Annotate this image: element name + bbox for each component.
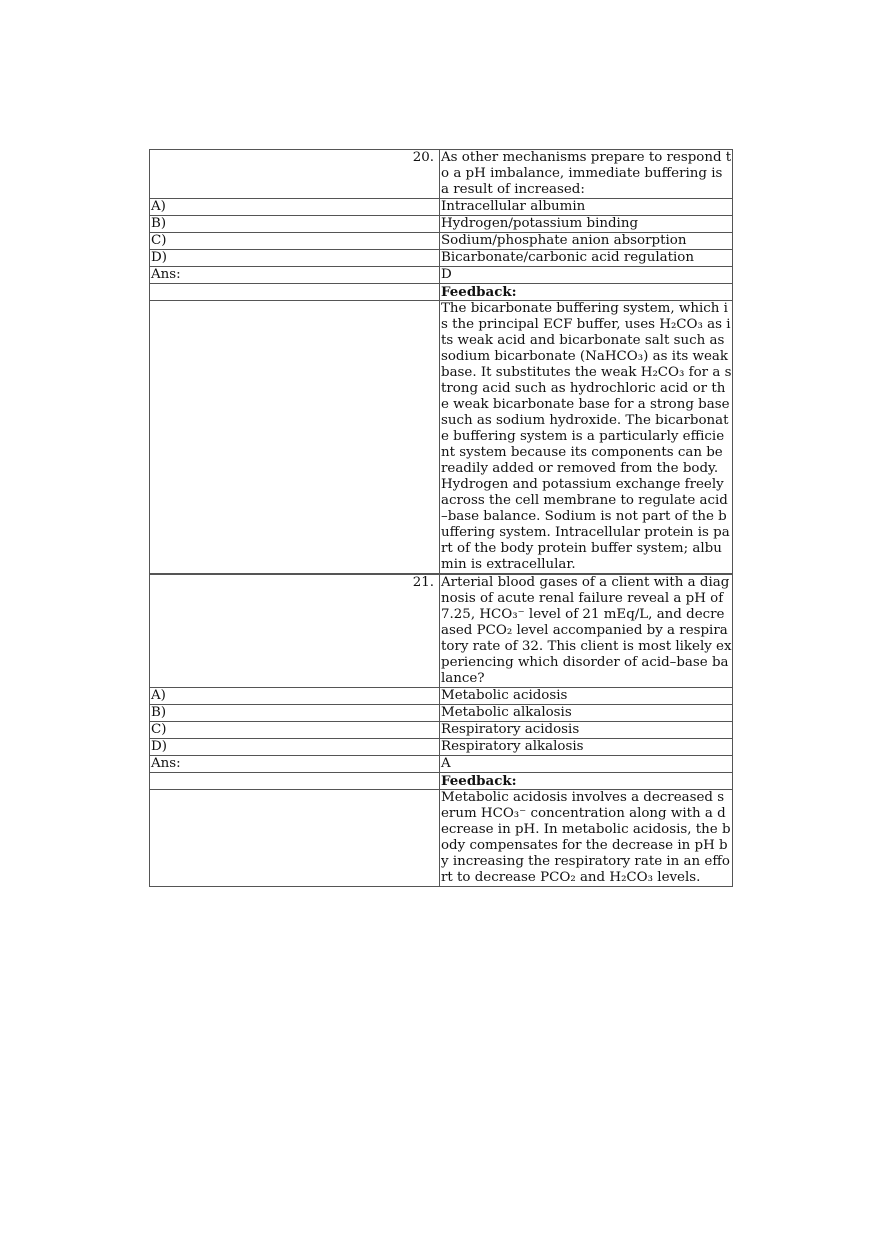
question-stem: Arterial blood gases of a client with a diagnosis of acute renal failure reveal a pH of 7.25, HCO₃⁻ level of 21 mEq/L, and decreased PCO₂ level accompanied by a respiratory rate of 32. This client is most likely experiencing which disorder of acid–base balance? (441, 575, 732, 686)
question-20-table (149, 149, 733, 574)
option-letter: C) (150, 233, 440, 250)
answer-value: A (440, 756, 733, 773)
option-row (150, 250, 733, 267)
feedback-text: The bicarbonate buffering system, which is the principal ECF buffer, uses H₂CO₃ as its weak acid and bicarbonate salt such as sodium bicarbonate (NaHCO₃) as its weak base. It substitutes the weak H₂CO₃ for a strong acid such as hydrochloric acid or the weak bicarbonate base for a strong base such as sodium hydroxide. The bicarbonate buffering system is a particularly efficient system because its components can be readily added or removed from the body. Hydrogen and potassium exchange freely across the cell membrane to regulate acid–base balance. Sodium is not part of the buffering system. Intracellular protein is part of the body protein buffer system; albumin is extracellular. (441, 301, 732, 572)
question-21-table (149, 574, 733, 887)
option-text: Respiratory alkalosis (440, 739, 733, 756)
empty-cell (150, 284, 440, 301)
answer-row (150, 756, 733, 773)
answer-label: Ans: (150, 267, 440, 284)
option-row (150, 199, 733, 216)
option-text: Sodium/phosphate anion absorption (440, 233, 733, 250)
option-text: Respiratory acidosis (440, 722, 733, 739)
option-letter: D) (150, 250, 440, 267)
feedback-text: Metabolic acidosis involves a decreased serum HCO₃⁻ concentration along with a decrease in pH. In metabolic acidosis, the body compensates for the decrease in pH by increasing the respiratory rate in an effort to decrease PCO₂ and H₂CO₃ levels. (441, 790, 731, 885)
option-row (150, 739, 733, 756)
option-row (150, 705, 733, 722)
answer-value: D (440, 267, 733, 284)
feedback-header-row (150, 773, 733, 790)
option-text: Metabolic acidosis (440, 688, 733, 705)
answer-label: Ans: (150, 756, 440, 773)
question-row (150, 150, 733, 199)
option-row (150, 688, 733, 705)
option-letter: A) (150, 688, 440, 705)
option-letter: A) (150, 199, 440, 216)
question-stem: As other mechanisms prepare to respond to a pH imbalance, immediate buffering is a result of increased: (441, 150, 732, 197)
option-letter: C) (150, 722, 440, 739)
option-text: Bicarbonate/carbonic acid regulation (440, 250, 733, 267)
empty-cell (150, 773, 440, 790)
feedback-row (150, 790, 733, 887)
question-number: 21. (150, 575, 440, 688)
question-row (150, 575, 733, 688)
option-letter: B) (150, 705, 440, 722)
feedback-label: Feedback: (440, 284, 733, 301)
feedback-header-row (150, 284, 733, 301)
answer-row (150, 267, 733, 284)
option-letter: D) (150, 739, 440, 756)
option-row (150, 216, 733, 233)
option-text: Hydrogen/potassium binding (440, 216, 733, 233)
empty-cell (150, 790, 440, 887)
feedback-label: Feedback: (440, 773, 733, 790)
option-text: Intracellular albumin (440, 199, 733, 216)
option-row (150, 722, 733, 739)
option-row (150, 233, 733, 250)
option-letter: B) (150, 216, 440, 233)
option-text: Metabolic alkalosis (440, 705, 733, 722)
question-number: 20. (150, 150, 440, 199)
feedback-row (150, 301, 733, 574)
empty-cell (150, 301, 440, 574)
